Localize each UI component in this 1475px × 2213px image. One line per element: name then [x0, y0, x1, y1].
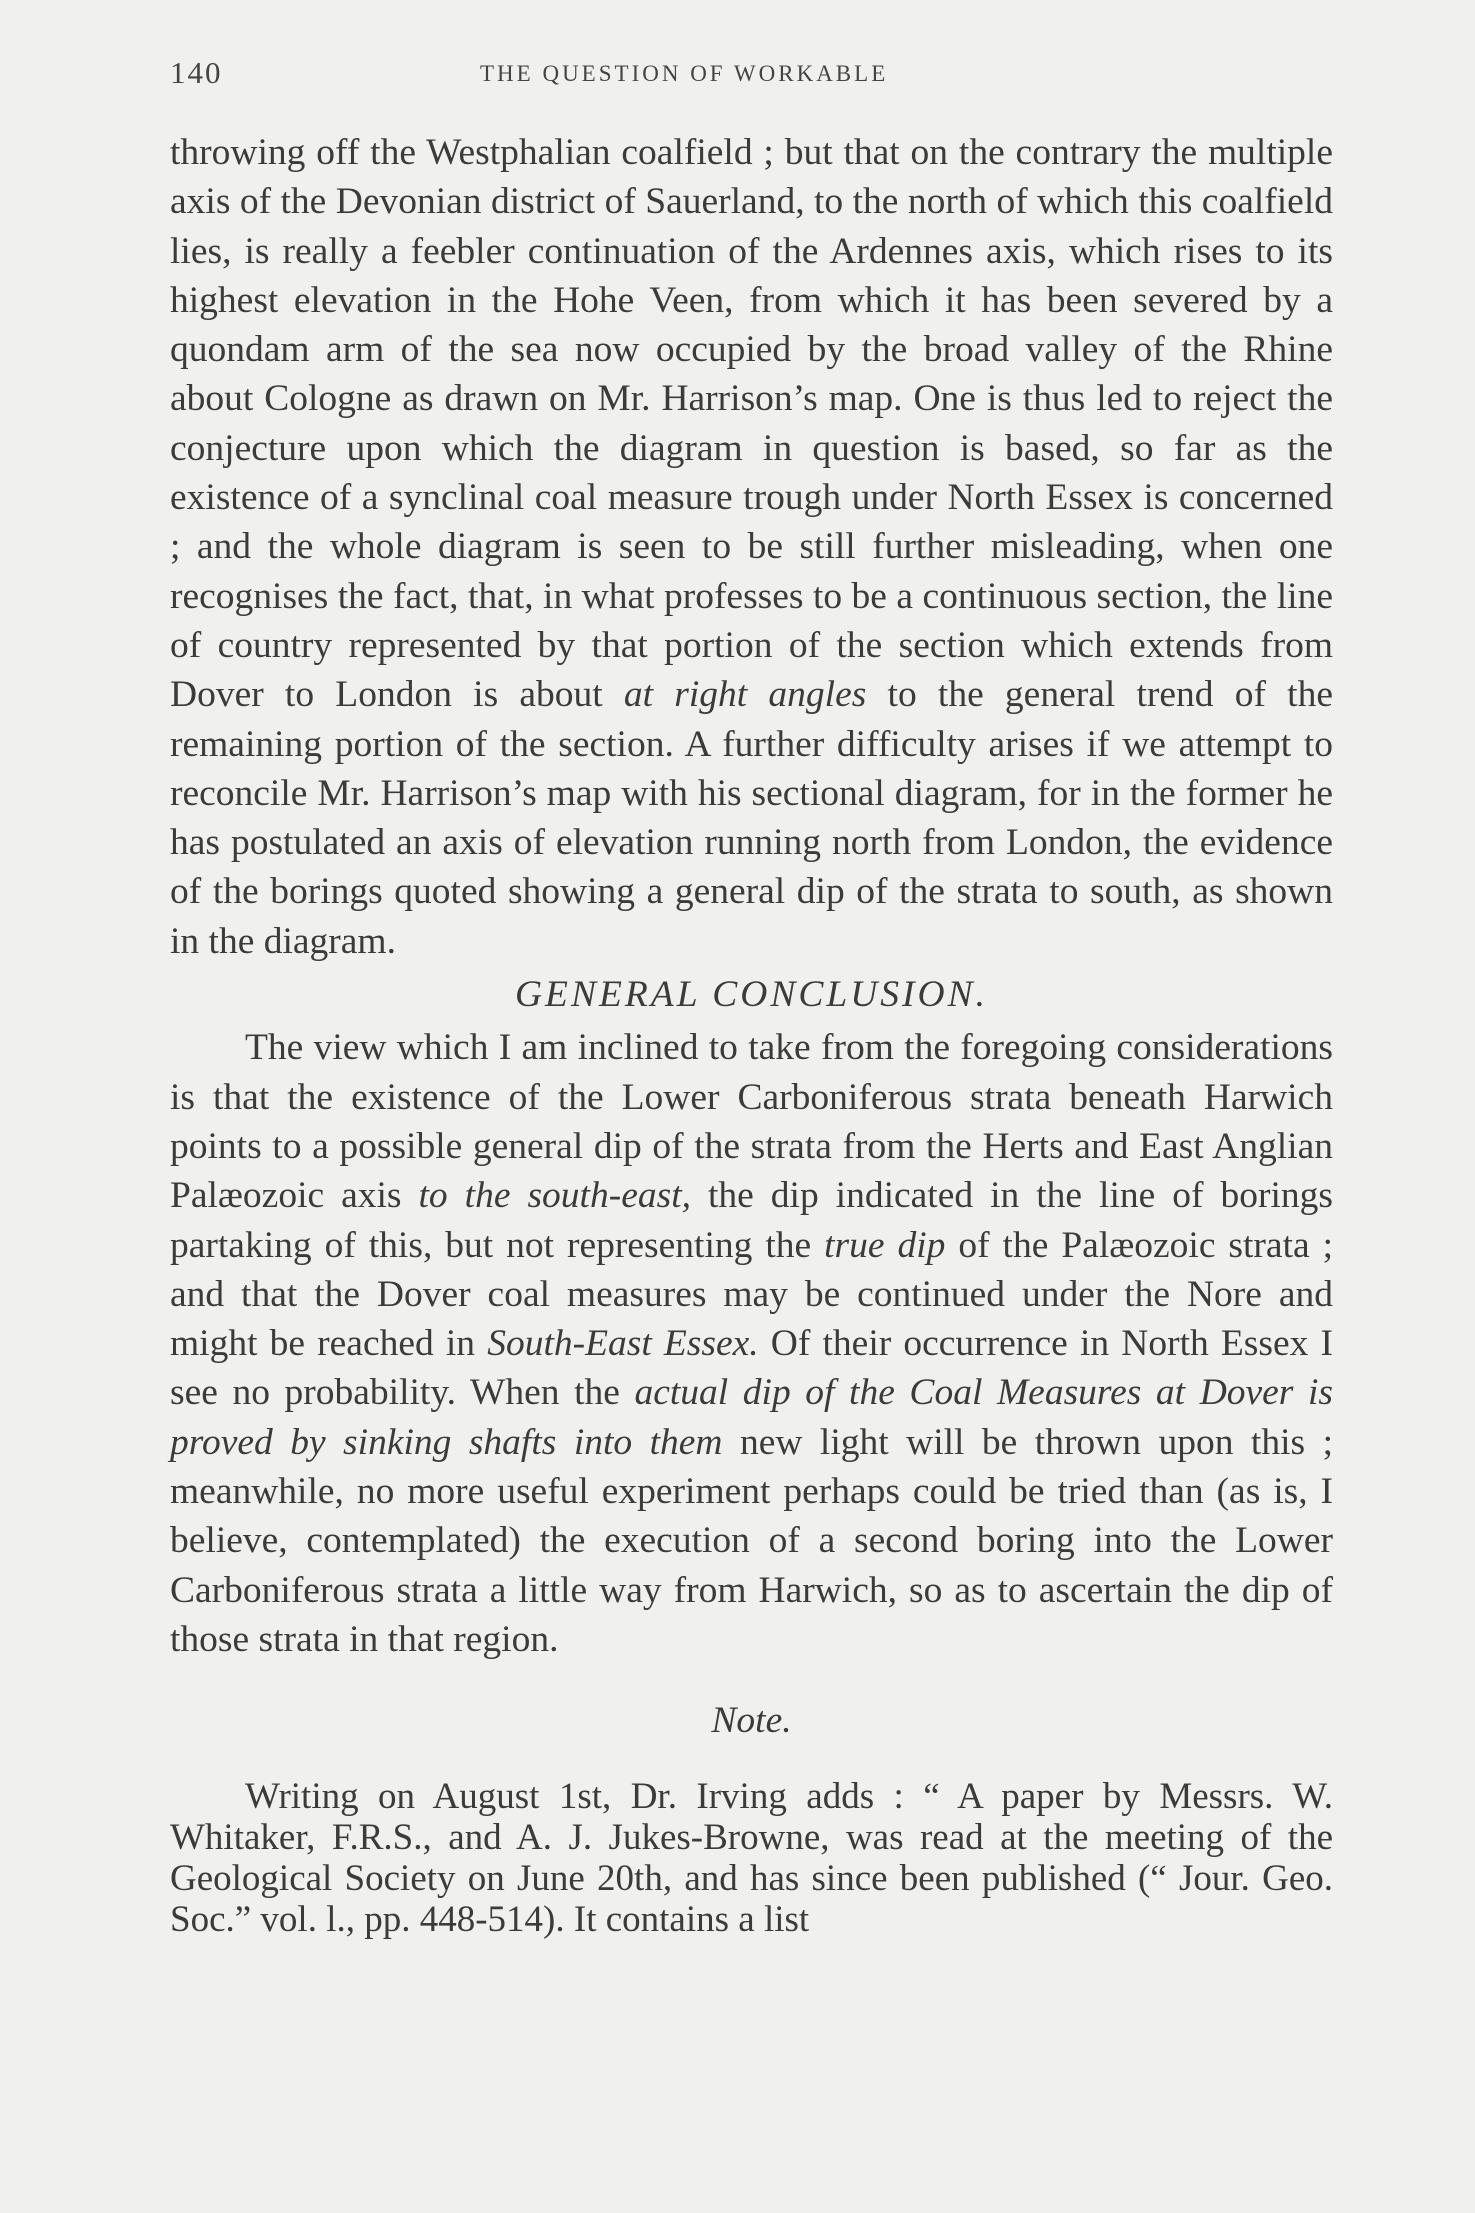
paragraph-continuation — [170, 128, 1333, 966]
text-run: of the Palæozoic strata ; and that the Dover coal measures may be continued under the Nore and might be reached in — [170, 1224, 1334, 1365]
note-paragraph: Writing on August 1st, Dr. Irving adds : “ A paper by Messrs. W. Whitaker, F.R.S., and A. J. Jukes-Browne, was read at the meeting of the Geological Society on June 20th, and has since been published (“ Jour. Geo. Soc.” vol. l., pp. 448-514). It contains a list — [170, 1775, 1333, 1940]
text-run: to the general trend of the remaining portion of the section. A further difficulty arises if we attempt to reconcile Mr. Harrison’s map with his sectional diagram, for in the former he has postulated an axis of elevation running north from London, the evidence of the borings quoted showing a general dip of the strata to south, as shown in the diagram. — [170, 674, 1333, 962]
page-header — [170, 55, 1335, 95]
italic-run: South-East Essex. — [487, 1323, 759, 1365]
italic-run: at right angles — [623, 674, 867, 716]
text-run: new light will be thrown upon this ; meanwhile, no more useful experiment perhaps could be tried than (as is, I believe, contemplated) the execution of a second boring into the Lower Carboniferous strata a little way from Harwich, so as to ascertain the dip of those strata in that region. — [170, 1421, 1333, 1660]
text-run: The view which I am inclined to take from the foregoing considerations is that the existence of the Lower Carboniferous strata beneath Harwich points to a possible general dip of the strata from the Herts and East Anglian Palæozoic axis — [170, 1027, 1333, 1217]
note-heading: Note. — [711, 1700, 792, 1742]
italic-run: to the south-east, — [418, 1175, 691, 1217]
text-run: Of their occurrence in North Essex I see no probability. When the — [170, 1323, 1333, 1414]
section-heading: GENERAL CONCLUSION. — [514, 974, 989, 1016]
running-head: THE QUESTION OF WORKABLE — [480, 61, 889, 86]
body-text — [170, 128, 1333, 1940]
text-run: the dip indicated in the line of borings partaking of this, but not representing the — [170, 1175, 1333, 1266]
italic-run: actual dip of the Coal Measures at Dover is proved by sinking shafts into them — [170, 1372, 1333, 1463]
text-run: throwing off the Westphalian coalfield ; but that on the contrary the multiple axis of the Devonian district of Sauerland, to the north of which this coalfield lies, is really a feebler continuation of the Ardennes axis, which rises to its highest elevation in the Hohe Veen, from which it has been severed by a quondam arm of the sea now occupied by the broad valley of the Rhine about Cologne as drawn on Mr. Harrison’s map. One is thus led to reject the conjecture upon which the diagram in question is based, so far as the existence of a synclinal coal measure trough under North Essex is concerned ; and the whole diagram is seen to be still further misleading, when one recognises the fact, that, in what professes to be a continuous section, the line of country represented by that portion of the section which extends from Dover to London is about — [170, 132, 1333, 716]
italic-run: true dip — [824, 1224, 946, 1266]
paragraph-conclusion — [170, 1023, 1333, 1664]
page-number: 140 — [170, 55, 223, 90]
